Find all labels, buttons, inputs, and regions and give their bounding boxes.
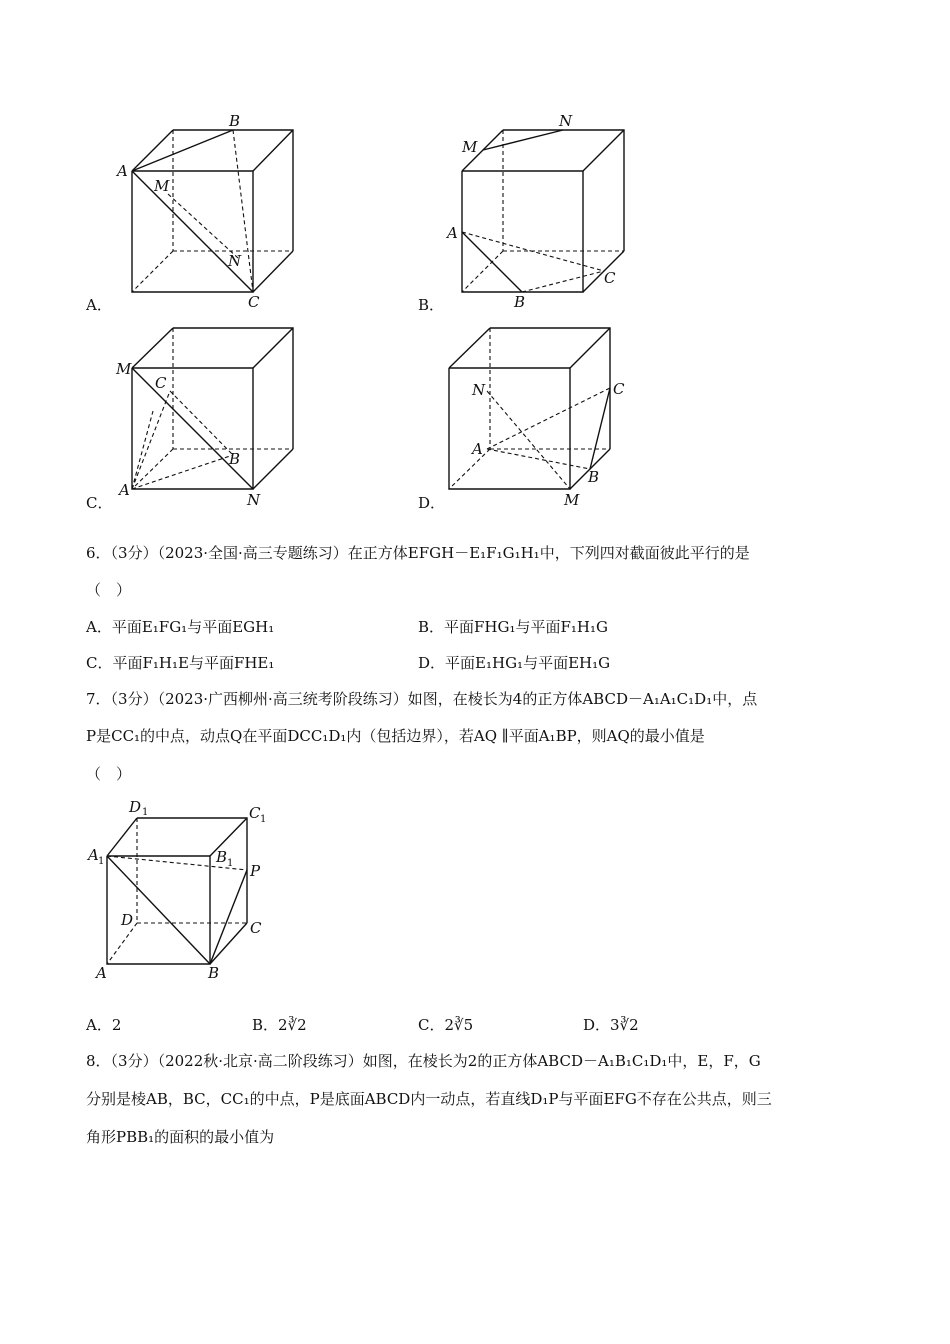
figure-b-label: B． [418, 296, 445, 314]
q7-option-d: D．3∛2 [583, 1016, 639, 1034]
label-M: M [564, 491, 580, 509]
label-P: P [250, 862, 261, 880]
svg-text:1: 1 [227, 858, 234, 869]
q7-stem-line1: 7．（3分）（2023·广西柳州·高三统考阶段练习）如图，在棱长为4的正方体ABCD－A₁A₁C₁D₁中，点 [86, 690, 758, 708]
q7-option-c: C．2∛5 [418, 1016, 474, 1034]
q7-paren: （ ） [86, 765, 132, 783]
label-B: B [229, 450, 241, 468]
label-C1: C [249, 804, 261, 822]
svg-text:1: 1 [142, 807, 149, 818]
q6-option-b: B．平面FHG₁与平面F₁H₁G [418, 618, 609, 636]
q6-option-c: C．平面F₁H₁E与平面FHE₁ [86, 654, 275, 672]
label-A: A [447, 224, 458, 242]
svg-text:1: 1 [260, 814, 267, 825]
label-A: A [117, 162, 128, 180]
label-C: C [604, 269, 616, 287]
label-A: A [472, 440, 483, 458]
label-B: B [229, 112, 241, 130]
label-A: A [119, 481, 130, 499]
label-M: M [462, 138, 478, 156]
q6-stem: 6．（3分）（2023·全国·高三专题练习）在正方体EFGH－E₁F₁G₁H₁中，下列四对截面彼此平行的是 [86, 544, 750, 562]
q8-stem-line2: 分别是棱AB，BC，CC₁的中点，P是底面ABCD内一动点，若直线D₁P与平面EFG不存在公共点，则三 [86, 1090, 772, 1108]
q7-option-a: A．2 [86, 1016, 122, 1034]
q7-option-b: B．2∛2 [252, 1016, 307, 1034]
label-C: C [250, 919, 262, 937]
label-C: C [155, 374, 167, 392]
label-C: C [248, 293, 260, 311]
figure-a-label: A． [86, 296, 112, 314]
label-M: M [154, 177, 170, 195]
label-A1: A [88, 846, 99, 864]
svg-text:1: 1 [98, 856, 105, 867]
label-N: N [247, 491, 261, 509]
label-M: M [116, 360, 132, 378]
label-B1: B [216, 848, 228, 866]
label-B: B [588, 468, 600, 486]
label-B: B [514, 293, 526, 311]
label-N: N [228, 252, 242, 270]
figure-d-label: D． [418, 494, 446, 512]
q6-option-a: A．平面E₁FG₁与平面EGH₁ [86, 618, 275, 636]
label-D1: D [129, 798, 142, 816]
q8-stem-line3: 角形PBB₁的面积的最小值为 [86, 1128, 275, 1146]
label-N: N [559, 112, 573, 130]
label-B: B [208, 964, 220, 982]
label-D: D [121, 911, 134, 929]
q7-stem-line2: P是CC₁的中点，动点Q在平面DCC₁D₁内（包括边界），若AQ ∥平面A₁BP，则AQ的最小值是 [86, 727, 705, 745]
figure-c-label: C． [86, 494, 113, 512]
label-A: A [96, 964, 107, 982]
label-N: N [472, 381, 486, 399]
q8-stem-line1: 8．（3分）（2022秋·北京·高二阶段练习）如图，在棱长为2的正方体ABCD－A₁B₁C₁D₁中，E，F，G [86, 1052, 761, 1070]
q6-option-d: D．平面E₁HG₁与平面EH₁G [418, 654, 611, 672]
label-C: C [613, 380, 625, 398]
q6-paren: （ ） [86, 581, 132, 599]
